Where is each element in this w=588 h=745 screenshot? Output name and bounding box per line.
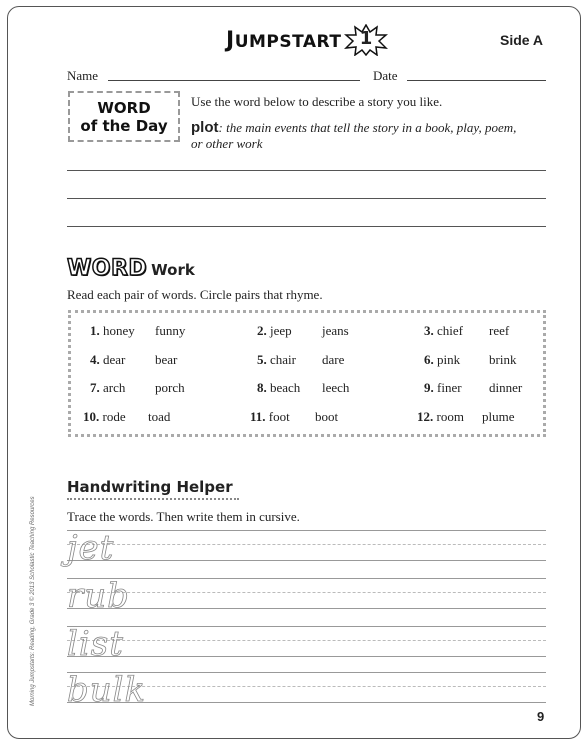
trace-word: rub xyxy=(67,576,130,616)
writing-line-3[interactable] xyxy=(67,226,546,227)
word-pair[interactable]: 3. chief reef xyxy=(424,323,510,338)
word-pair[interactable]: 8. beach leech xyxy=(257,380,350,395)
name-label: Name xyxy=(67,68,99,83)
word-of-day-instruction: Use the word below to describe a story you like. xyxy=(191,94,443,109)
vocab-definition: : the main events that tell the story in a book, play, poem, or other work xyxy=(191,120,517,151)
word-pair[interactable]: 9. finer dinner xyxy=(424,380,523,395)
jumpstart-logo: JUMPSTART xyxy=(226,28,342,53)
word-work-instruction: Read each pair of words. Circle pairs that rhyme. xyxy=(67,287,323,302)
word-pair[interactable]: 4. dear bear xyxy=(90,352,178,367)
title-underline xyxy=(67,498,239,500)
trace-word: bulk xyxy=(67,670,147,710)
word-pair[interactable]: 12. room plume xyxy=(417,409,515,424)
handwriting-guide-row[interactable] xyxy=(67,626,546,672)
name-field[interactable] xyxy=(108,80,360,81)
date-label: Date xyxy=(373,68,398,83)
handwriting-instruction: Trace the words. Then write them in cursive. xyxy=(67,509,300,524)
handwriting-title: Handwriting Helper xyxy=(67,478,233,496)
copyright-credit: Morning Jumpstarts: Reading, Grade 3 © 2013 Scholastic Teaching Resources xyxy=(30,496,36,706)
word-pair[interactable]: 2. jeep jeans xyxy=(257,323,349,338)
handwriting-guide-row[interactable] xyxy=(67,578,546,624)
header xyxy=(0,24,588,56)
writing-line-2[interactable] xyxy=(67,198,546,199)
word-work-title: WORD Work xyxy=(67,256,195,281)
date-field[interactable] xyxy=(407,80,546,81)
word-pair[interactable]: 10. rode toad xyxy=(83,409,171,424)
vocab-term: plot xyxy=(191,119,219,136)
word-definition xyxy=(191,120,521,152)
word-pair[interactable]: 5. chair dare xyxy=(257,352,345,367)
word-pairs-box xyxy=(68,310,546,437)
side-label: Side A xyxy=(500,32,544,48)
trace-word: list xyxy=(67,624,124,664)
page-number: 9 xyxy=(537,709,545,724)
handwriting-guide-row[interactable] xyxy=(67,530,546,576)
writing-line-1[interactable] xyxy=(67,170,546,171)
word-of-the-day-badge: WORD of the Day xyxy=(68,91,180,142)
jumpstart-number: 1 xyxy=(359,28,373,49)
handwriting-guide-row[interactable] xyxy=(67,672,546,708)
word-pair[interactable]: 6. pink brink xyxy=(424,352,517,367)
word-pair[interactable]: 1. honey funny xyxy=(90,323,186,338)
word-pair[interactable]: 11. foot boot xyxy=(250,409,339,424)
word-pair[interactable]: 7. arch porch xyxy=(90,380,185,395)
trace-word: jet xyxy=(67,528,115,568)
